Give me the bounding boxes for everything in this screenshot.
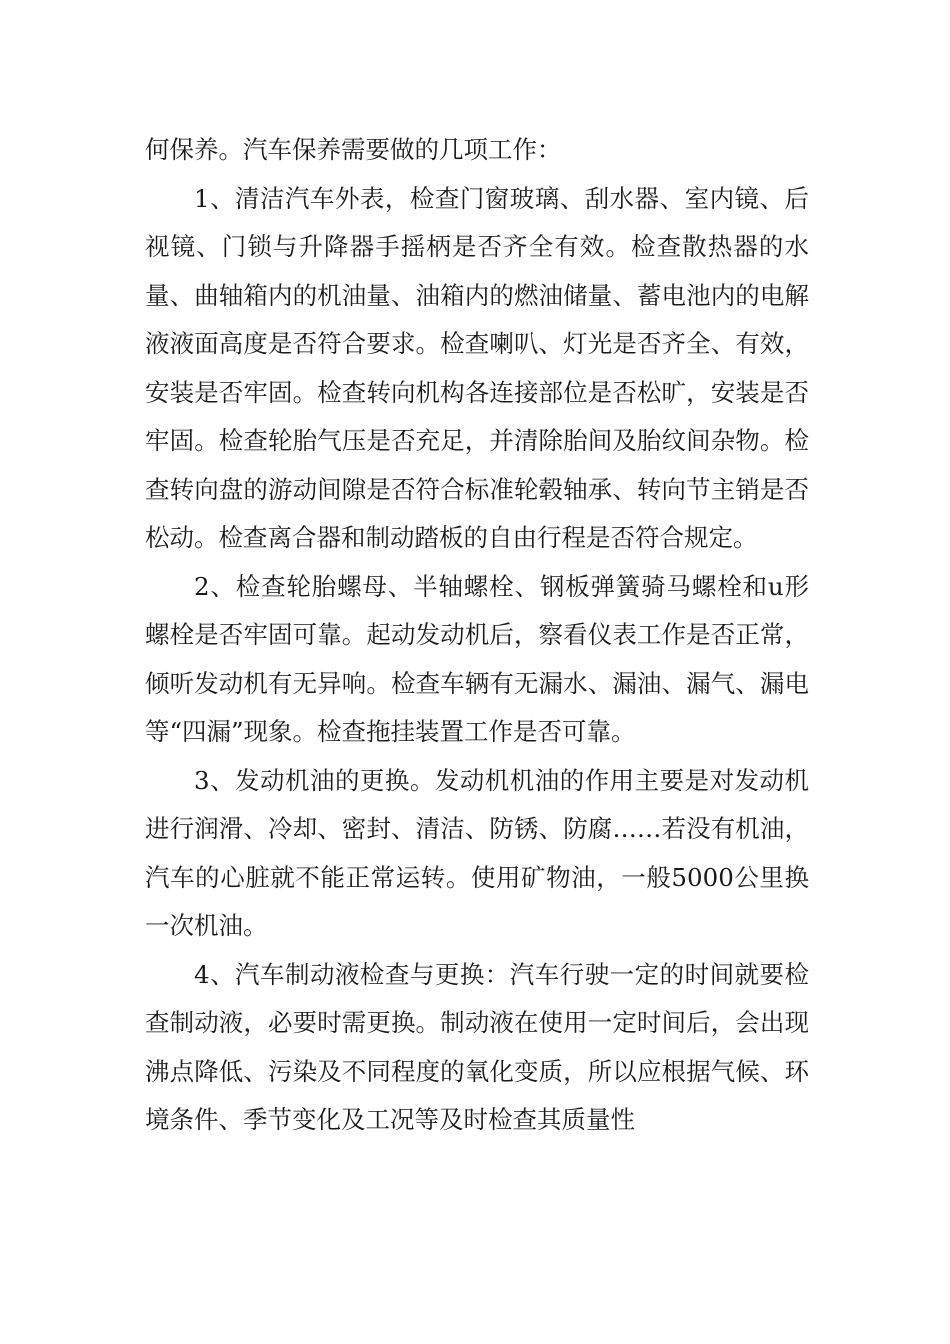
paragraph-item-4: 4、汽车制动液检查与更换：汽车行驶一定的时间就要检查制动液，必要时需更换。制动液在使用一定时间后，会出现沸点降低、污染及不同程度的氧化变质，所以应根据气候、环境条件、季节变化及工况等及时检查其质量性 [145, 959, 809, 1134]
document-body [145, 126, 809, 1145]
paragraph-item-1: 1、清洁汽车外表，检查门窗玻璃、刮水器、室内镜、后视镜、门锁与升降器手摇柄是否齐全有效。检查散热器的水量、曲轴箱内的机油量、油箱内的燃油储量、蓄电池内的电解液液面高度是否符合要求。检查喇叭、灯光是否齐全、有效，安装是否牢固。检查转向机构各连接部位是否松旷，安装是否牢固。检查轮胎气压是否充足，并清除胎间及胎纹间杂物。检查转向盘的游动间隙是否符合标准轮毂轴承、转向节主销是否松动。检查离合器和制动踏板的自由行程是否符合规定。 [145, 183, 809, 552]
paragraph-continuation: 何保养。汽车保养需要做的几项工作： [145, 135, 562, 164]
paragraph-item-2: 2、检查轮胎螺母、半轴螺栓、钢板弹簧骑马螺栓和u形螺栓是否牢固可靠。起动发动机后，察看仪表工作是否正常，倾听发动机有无异响。检查车辆有无漏水、漏油、漏气、漏电等“四漏”现象。检查拖挂装置工作是否可靠。 [145, 571, 809, 746]
paragraph-item-3: 3、发动机油的更换。发动机机油的作用主要是对发动机进行润滑、冷却、密封、清洁、防锈、防腐……若没有机油，汽车的心脏就不能正常运转。使用矿物油，一般5000公里换一次机油。 [145, 765, 809, 940]
